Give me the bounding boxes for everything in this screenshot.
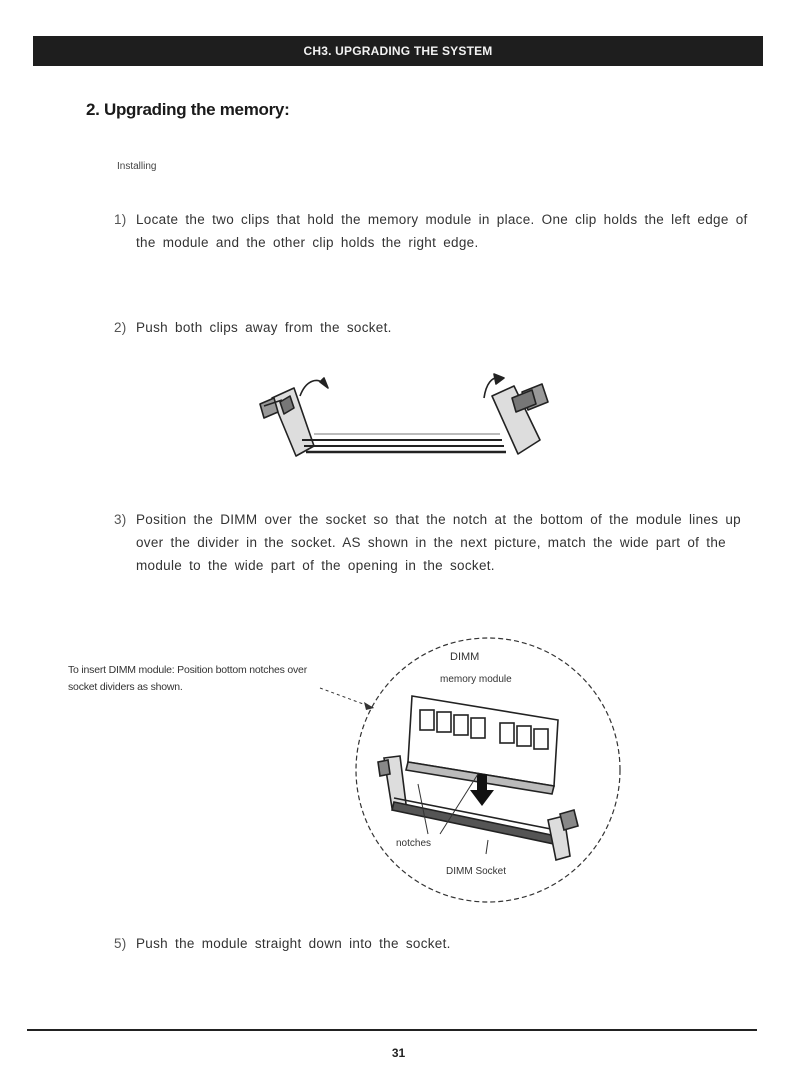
step-text: Position the DIMM over the socket so that the notch at the bottom of the module lines up over the divider in the socket. AS shown in the next picture, match the wide part of the module to the wide part of the opening in the socket. — [136, 512, 741, 573]
dimm-socket-label: DIMM Socket — [446, 866, 507, 877]
step-number: 2) — [114, 320, 127, 335]
step-text: Locate the two clips that hold the memory module in place. One clip holds the left edge of the module and the other clip holds the right edge. — [136, 212, 748, 250]
dimm-insertion-illustration — [300, 634, 630, 906]
step-2 — [114, 316, 736, 339]
section-title: 2. Upgrading the memory: — [86, 100, 290, 119]
insert-instruction-callout: To insert DIMM module: Position bottom notches over socket dividers as shown. — [68, 664, 307, 693]
dimm-label: DIMM — [450, 651, 480, 663]
section-subhead: Installing — [117, 161, 157, 172]
notches-label: notches — [396, 838, 432, 849]
memory-module-label: memory module — [440, 674, 512, 685]
step-text: Push the module straight down into the socket. — [136, 936, 451, 951]
chapter-title: CH3. UPGRADING THE SYSTEM — [303, 44, 493, 58]
step-text: Push both clips away from the socket. — [136, 320, 392, 335]
footer-rule — [27, 1029, 757, 1031]
step-3 — [114, 508, 756, 577]
step-number: 5) — [114, 936, 127, 951]
page-number: 31 — [391, 1046, 406, 1060]
step-1 — [114, 208, 756, 254]
step-number: 3) — [114, 512, 127, 527]
step-number: 1) — [114, 212, 127, 227]
socket-clips-illustration — [252, 368, 552, 460]
step-5 — [114, 932, 736, 955]
chapter-header-bar — [33, 36, 763, 66]
